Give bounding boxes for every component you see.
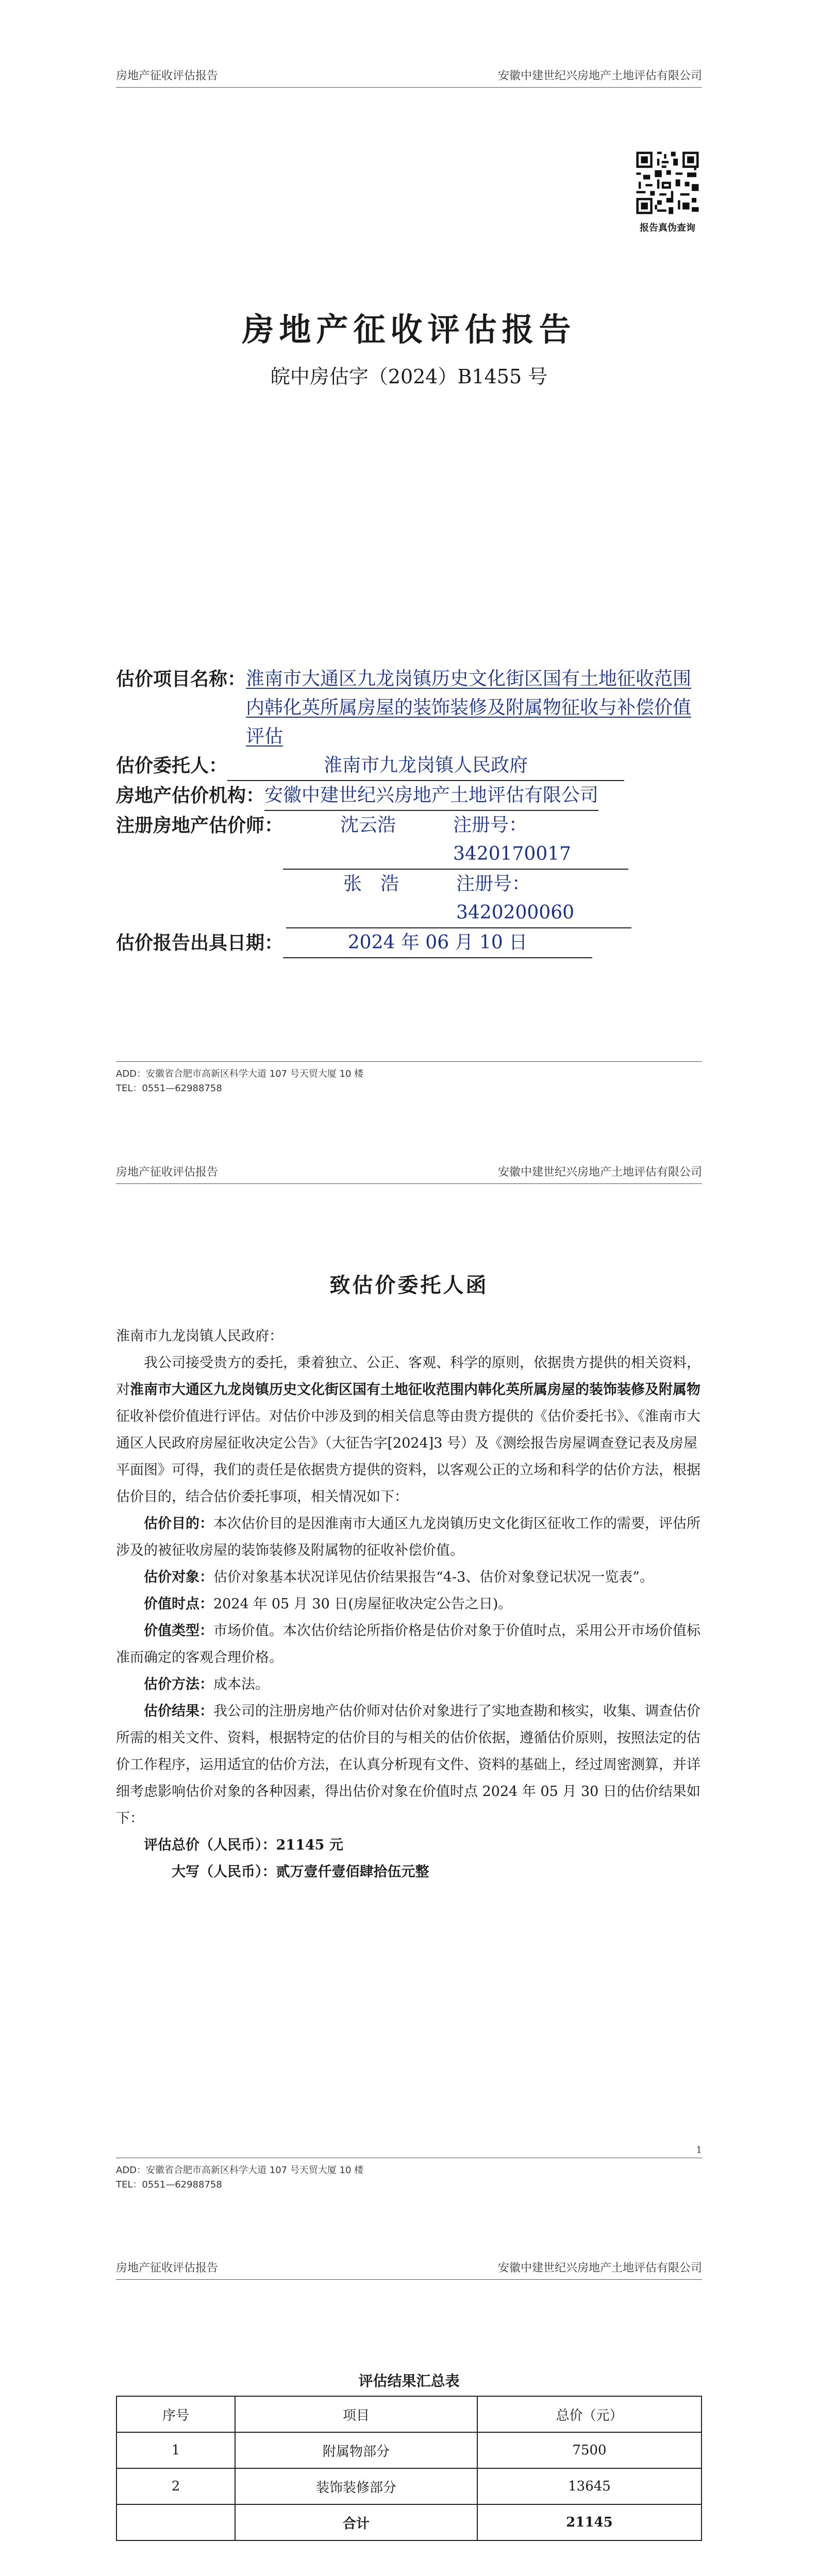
capital-value-line: 大写（人民币）：贰万壹仟壹佰肆拾伍元整 — [172, 1864, 429, 1880]
header-right: 安徽中建世纪兴房地产土地评估有限公司 — [497, 70, 702, 82]
qr-caption: 报告真伪查询 — [640, 223, 695, 233]
table-header-row — [116, 2396, 702, 2432]
table-cell: 附属物部分 — [235, 2432, 477, 2468]
cover-page — [0, 0, 818, 1096]
result-paragraph: 估价结果：我公司的注册房地产估价师对估价对象进行了实地查勘和核实，收集、调查估价所需的相关文件、资料，根据特定的估价目的与相关的估价依据，遵循估价原则，按照法定的估价工作程序，运用适宜的估价方法，在认真分析现有文件、资料的基础上，经过周密测算，并详细考虑影响估价对象的各种因素，得出估价对象在价值时点 2024 年 05 月 30 日的估价结果如下： — [116, 1703, 700, 1826]
object-paragraph: 估价对象：估价对象基本状况详见估价结果报告“4-3、估价对象登记状况一览表”。 — [144, 1569, 654, 1585]
client-row — [116, 751, 702, 781]
column-header: 总价（元） — [477, 2396, 702, 2432]
header-right: 安徽中建世纪兴房地产土地评估有限公司 — [497, 2262, 702, 2275]
project-label: 估价项目名称： — [116, 668, 246, 690]
report-title: 房地产征收评估报告 — [242, 311, 576, 348]
agency-value: 安徽中建世纪兴房地产土地评估有限公司 — [264, 781, 598, 811]
total-value: 21145 — [477, 2504, 702, 2540]
appraiser2-reg: 注册号：3420200060 — [456, 870, 631, 928]
agency-label: 房地产估价机构： — [116, 785, 265, 806]
method-paragraph: 估价方法：成本法。 — [144, 1676, 269, 1692]
letter-page — [0, 1096, 818, 2192]
table-cell: 1 — [116, 2432, 235, 2468]
valuedate-paragraph: 价值时点：2024 年 05 月 30 日(房屋征收决定公告之日)。 — [144, 1596, 512, 1612]
project-row — [116, 665, 702, 751]
appraiser1-reg: 注册号：3420170017 — [453, 811, 628, 870]
project-value: 淮南市大通区九龙岗镇历史文化街区国有土地征收范围内韩化英所属房屋的装饰装修及附属物征收与补偿价值评估 — [246, 668, 692, 747]
header-right: 安徽中建世纪兴房地产土地评估有限公司 — [497, 1166, 702, 1179]
purpose-paragraph: 估价目的：本次估价目的是因淮南市大通区九龙岗镇历史文化街区征收工作的需要，评估所涉及的被征收房屋的装饰装修及附属物的征收补偿价值。 — [116, 1516, 700, 1558]
footer-tel: TEL：0551—62988758 — [116, 2179, 222, 2190]
date-row — [116, 928, 702, 958]
client-value: 淮南市九龙岗镇人民政府 — [227, 751, 624, 781]
letter-addressee: 淮南市九龙岗镇人民政府： — [116, 1328, 283, 1344]
table-row — [116, 2468, 702, 2504]
table-cell: 7500 — [477, 2432, 702, 2468]
appraiser-row-1 — [116, 811, 702, 870]
page-number: 1 — [696, 2145, 702, 2156]
table-cell: 2 — [116, 2468, 235, 2504]
column-header: 序号 — [116, 2396, 235, 2432]
header-left: 房地产征收评估报告 — [116, 2262, 219, 2275]
summary-table-title: 评估结果汇总表 — [358, 2372, 460, 2389]
date-value: 2024 年 06 月 10 日 — [283, 928, 592, 958]
footer-address: ADD：安徽省合肥市高新区科学大道 107 号天贸大厦 10 楼 — [116, 1069, 364, 1079]
appraiser-label: 注册房地产估价师： — [116, 815, 283, 836]
qr-code-icon — [634, 149, 701, 216]
table-row — [116, 2432, 702, 2468]
report-number: 皖中房估字（2024）B1455 号 — [270, 365, 548, 388]
running-footer — [116, 2158, 702, 2192]
running-header — [116, 67, 702, 88]
letter-intro: 我公司接受贵方的委托，秉着独立、公正、客观、科学的原则，依据贵方提供的相关资料，对淮南市大通区九龙岗镇历史文化街区国有土地征收范围内韩化英所属房屋的装饰装修及附属物征收补偿价值进行评估。对估价中涉及到的相关信息等由贵方提供的《估价委托书》、《淮南市大通区人民政府房屋征收决定公告》（大征告字[2024]3 号）及《测绘报告房屋调查登记表及房屋平面图》可得，我们的责任是依据贵方提供的资料，以客观公正的立场和科学的估价方法，根据估价目的，结合估价委托事项，相关情况如下： — [116, 1355, 700, 1505]
column-header: 项目 — [235, 2396, 477, 2432]
table-cell: 13645 — [477, 2468, 702, 2504]
running-footer — [116, 1061, 702, 1096]
running-header — [116, 2259, 702, 2280]
summary-page — [0, 2192, 818, 2576]
appraiser2-name: 张 浩 — [286, 870, 456, 928]
letter-title: 致估价委托人函 — [329, 1273, 489, 1297]
qr-code-block[interactable] — [626, 149, 709, 234]
appraiser1-name: 沈云浩 — [283, 811, 453, 870]
running-header — [116, 1163, 702, 1184]
date-label: 估价报告出具日期： — [116, 932, 283, 954]
valuetype-paragraph: 价值类型：市场价值。本次估价结论所指价格是估价对象于价值时点，采用公开市场价值标准而确定的客观合理价格。 — [116, 1623, 700, 1666]
total-label: 合计 — [235, 2504, 477, 2540]
letter-body — [116, 1323, 702, 1886]
report-info — [116, 665, 702, 958]
total-value-line: 评估总价（人民币）：21145 元 — [144, 1837, 343, 1853]
summary-table — [116, 2396, 702, 2541]
table-total-row — [116, 2504, 702, 2540]
footer-tel: TEL：0551—62988758 — [116, 1083, 222, 1094]
appraiser-row-2 — [116, 870, 702, 928]
table-cell: 装饰装修部分 — [235, 2468, 477, 2504]
agency-row — [116, 781, 702, 811]
header-left: 房地产征收评估报告 — [116, 70, 219, 82]
client-label: 估价委托人： — [116, 755, 228, 776]
table-cell — [116, 2504, 235, 2540]
footer-address: ADD：安徽省合肥市高新区科学大道 107 号天贸大厦 10 楼 — [116, 2165, 364, 2176]
header-left: 房地产征收评估报告 — [116, 1166, 219, 1179]
